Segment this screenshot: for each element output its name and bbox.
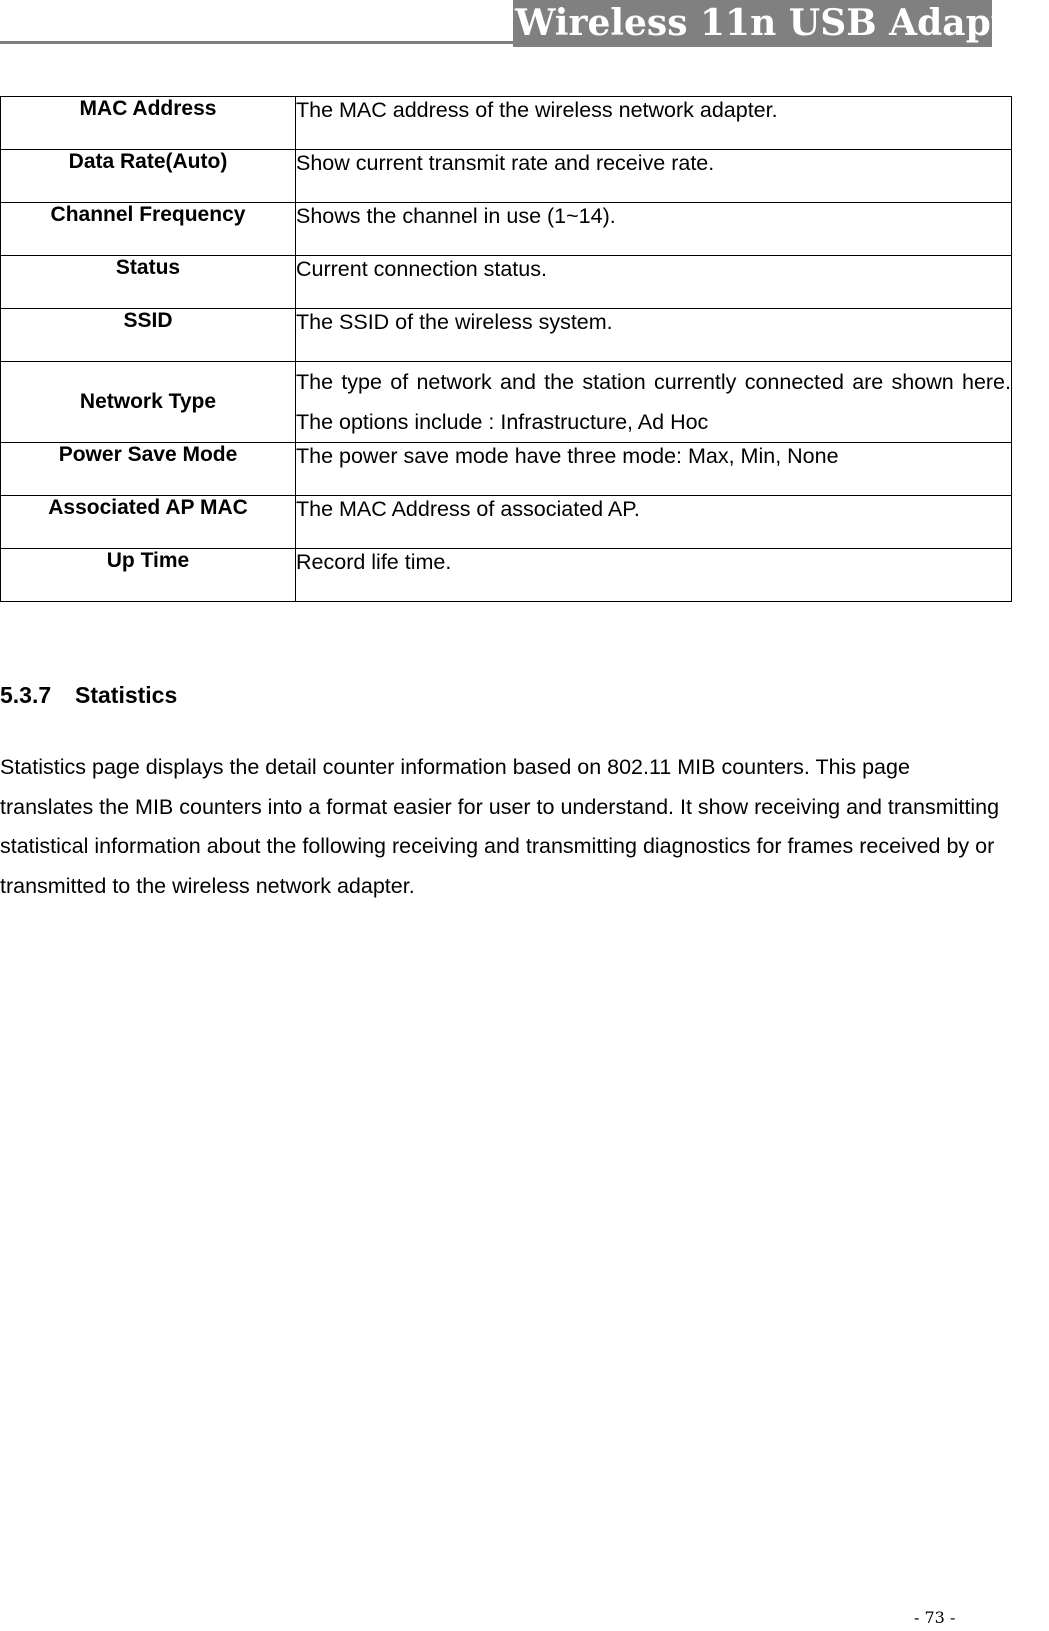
table-row (1, 549, 1012, 602)
section-body: Statistics page displays the detail counter information based on 802.11 MIB counters. This page translates the MIB counters into a format easier for user to understand. It show receiving and transmitting statistical information about the following receiving and transmitting diagnostics for frames received by or transmitted to the wireless network adapter. (0, 755, 1000, 898)
row-description: Shows the channel in use (1~14). (296, 203, 1012, 256)
table-row (1, 256, 1012, 309)
row-description: Record life time. (296, 549, 1012, 602)
row-label: Network Type (1, 362, 296, 443)
row-label: Channel Frequency (1, 203, 296, 256)
table-row (1, 496, 1012, 549)
row-description: Show current transmit rate and receive rate. (296, 150, 1012, 203)
section-title: Statistics (75, 682, 178, 708)
header-rule (0, 41, 515, 44)
row-label: Up Time (1, 549, 296, 602)
row-label: MAC Address (1, 97, 296, 150)
property-table (0, 96, 1012, 602)
row-label: Data Rate(Auto) (1, 150, 296, 203)
row-label: SSID (1, 309, 296, 362)
document-header-title: Wireless 11n USB Adapter (513, 0, 992, 47)
section-heading (0, 682, 177, 709)
row-label: Status (1, 256, 296, 309)
table-row (1, 150, 1012, 203)
row-description: The type of network and the station currently connected are shown here. The options include : Infrastructure, Ad Hoc (296, 362, 1012, 443)
row-label: Associated AP MAC (1, 496, 296, 549)
row-description: The MAC address of the wireless network adapter. (296, 97, 1012, 150)
row-description: Current connection status. (296, 256, 1012, 309)
table-row (1, 443, 1012, 496)
table-row (1, 362, 1012, 443)
row-label: Power Save Mode (1, 443, 296, 496)
page-number: - 73 - (914, 1608, 956, 1627)
row-description: The power save mode have three mode: Max, Min, None (296, 443, 1012, 496)
row-description: The SSID of the wireless system. (296, 309, 1012, 362)
table-row (1, 203, 1012, 256)
table-row (1, 309, 1012, 362)
table-row (1, 97, 1012, 150)
section-number: 5.3.7 (0, 682, 52, 708)
row-description: The MAC Address of associated AP. (296, 496, 1012, 549)
